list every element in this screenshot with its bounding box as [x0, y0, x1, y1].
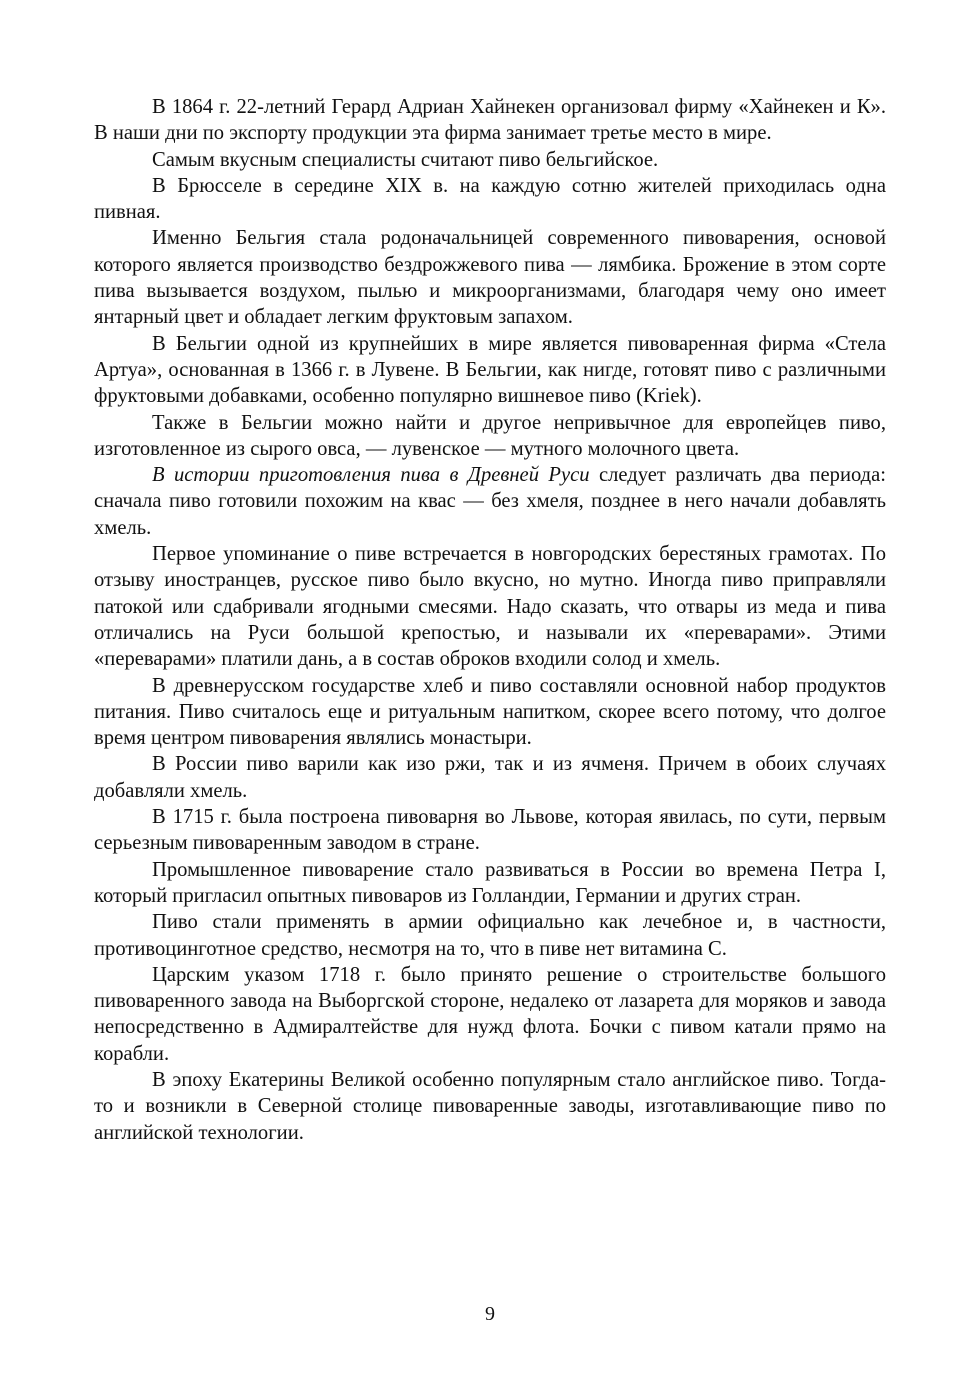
paragraph-rye-barley: В России пиво варили как изо ржи, так и из ячменя. Причем в обоих случаях добавляли хмель.	[94, 753, 886, 802]
paragraph-heineken: В 1864 г. 22-летний Герард Адриан Хайнекен организовал фирму «Хайнекен и К». В наши дни по экспорту продукции эта фирма занимает третье место в мире.	[94, 96, 886, 145]
paragraph-stella-artois: В Бельгии одной из крупнейших в мире является пивоваренная фирма «Стела Артуа», основанная в 1366 г. в Лувене. В Бельгии, как нигде, готовят пиво с различными фруктовыми добавками, особенно популярно вишневое пиво (Kriek).	[94, 332, 886, 408]
paragraph-ancient-rus	[94, 462, 886, 541]
paragraph-army: Пиво стали применять в армии официально как лечебное и, в частности, противоцинготное средство, несмотря на то, что в пиве нет витамина С.	[94, 911, 886, 960]
paragraph-old-russian-state: В древнерусском государстве хлеб и пиво составляли основной набор продуктов питания. Пиво считалось еще и ритуальным напитком, скорее всего потому, что долгое время центром пивоварения являлись монастыри.	[94, 674, 886, 750]
paragraph-lambic: Именно Бельгия стала родоначальницей современного пивоварения, основой которого является производство бездрожжевого пива — лямбика. Брожение в этом сорте пива вызывается воздухом, пылью и микроорганизмами, благодаря чему оно имеет янтарный цвет и обладает легким фруктовым запахом.	[94, 227, 886, 329]
paragraph-birch-bark: Первое упоминание о пиве встречается в новгородских берестяных грамотах. По отзыву иностранцев, русское пиво было вкусно, но мутно. Иногда пиво приправляли патокой или сдабривали ягодными смесями. Надо сказать, что отвары из меда и пива отличались на Руси большой крепостью, и называли их «переварами». Этими «переварами» платили дань, а в состав оброков входили солод и хмель.	[94, 543, 886, 671]
paragraph-ancient-rus-text: следует различать два периода: сначала пиво готовили похожим на квас — без хмеля, позднее в него начали добавлять хмель.	[94, 464, 887, 539]
paragraph-brussels: В Брюсселе в середине XIX в. на каждую сотню жителей приходилась одна пивная.	[94, 174, 886, 224]
document-body	[94, 94, 886, 1146]
paragraph-peter-the-great: Промышленное пивоварение стало развиваться в России во времена Петра I, который пригласил опытных пивоваров из Голландии, Германии и других стран.	[94, 858, 886, 907]
paragraph-ancient-rus-italic: В истории приготовления пива в Древней Руси	[152, 464, 590, 487]
paragraph-lviv-brewery: В 1715 г. была построена пивоварня во Львове, которая явилась, по сути, первым серьезным пивоваренным заводом в стране.	[94, 806, 886, 855]
paragraph-tsar-decree: Царским указом 1718 г. было принято решение о строительстве большого пивоваренного завода на Выборгской стороне, недалеко от лазарета для моряков и завода непосредственно в Адмиралтействе для нужд флота. Бочки с пивом катали прямо на корабли.	[94, 963, 886, 1065]
paragraph-catherine: В эпоху Екатерины Великой особенно популярным стало английское пиво. Тогда-то и возникли в Северной столице пивоваренные заводы, изготавливающие пиво по английской технологии.	[94, 1068, 886, 1144]
page-number: 9	[485, 1303, 495, 1325]
paragraph-leuven-beer: Также в Бельгии можно найти и другое непривычное для европейцев пиво, изготовленное из сырого овса, — лувенское — мутного молочного цвета.	[94, 411, 886, 460]
paragraph-belgian-beer: Самым вкусным специалисты считают пиво бельгийское.	[152, 148, 659, 171]
